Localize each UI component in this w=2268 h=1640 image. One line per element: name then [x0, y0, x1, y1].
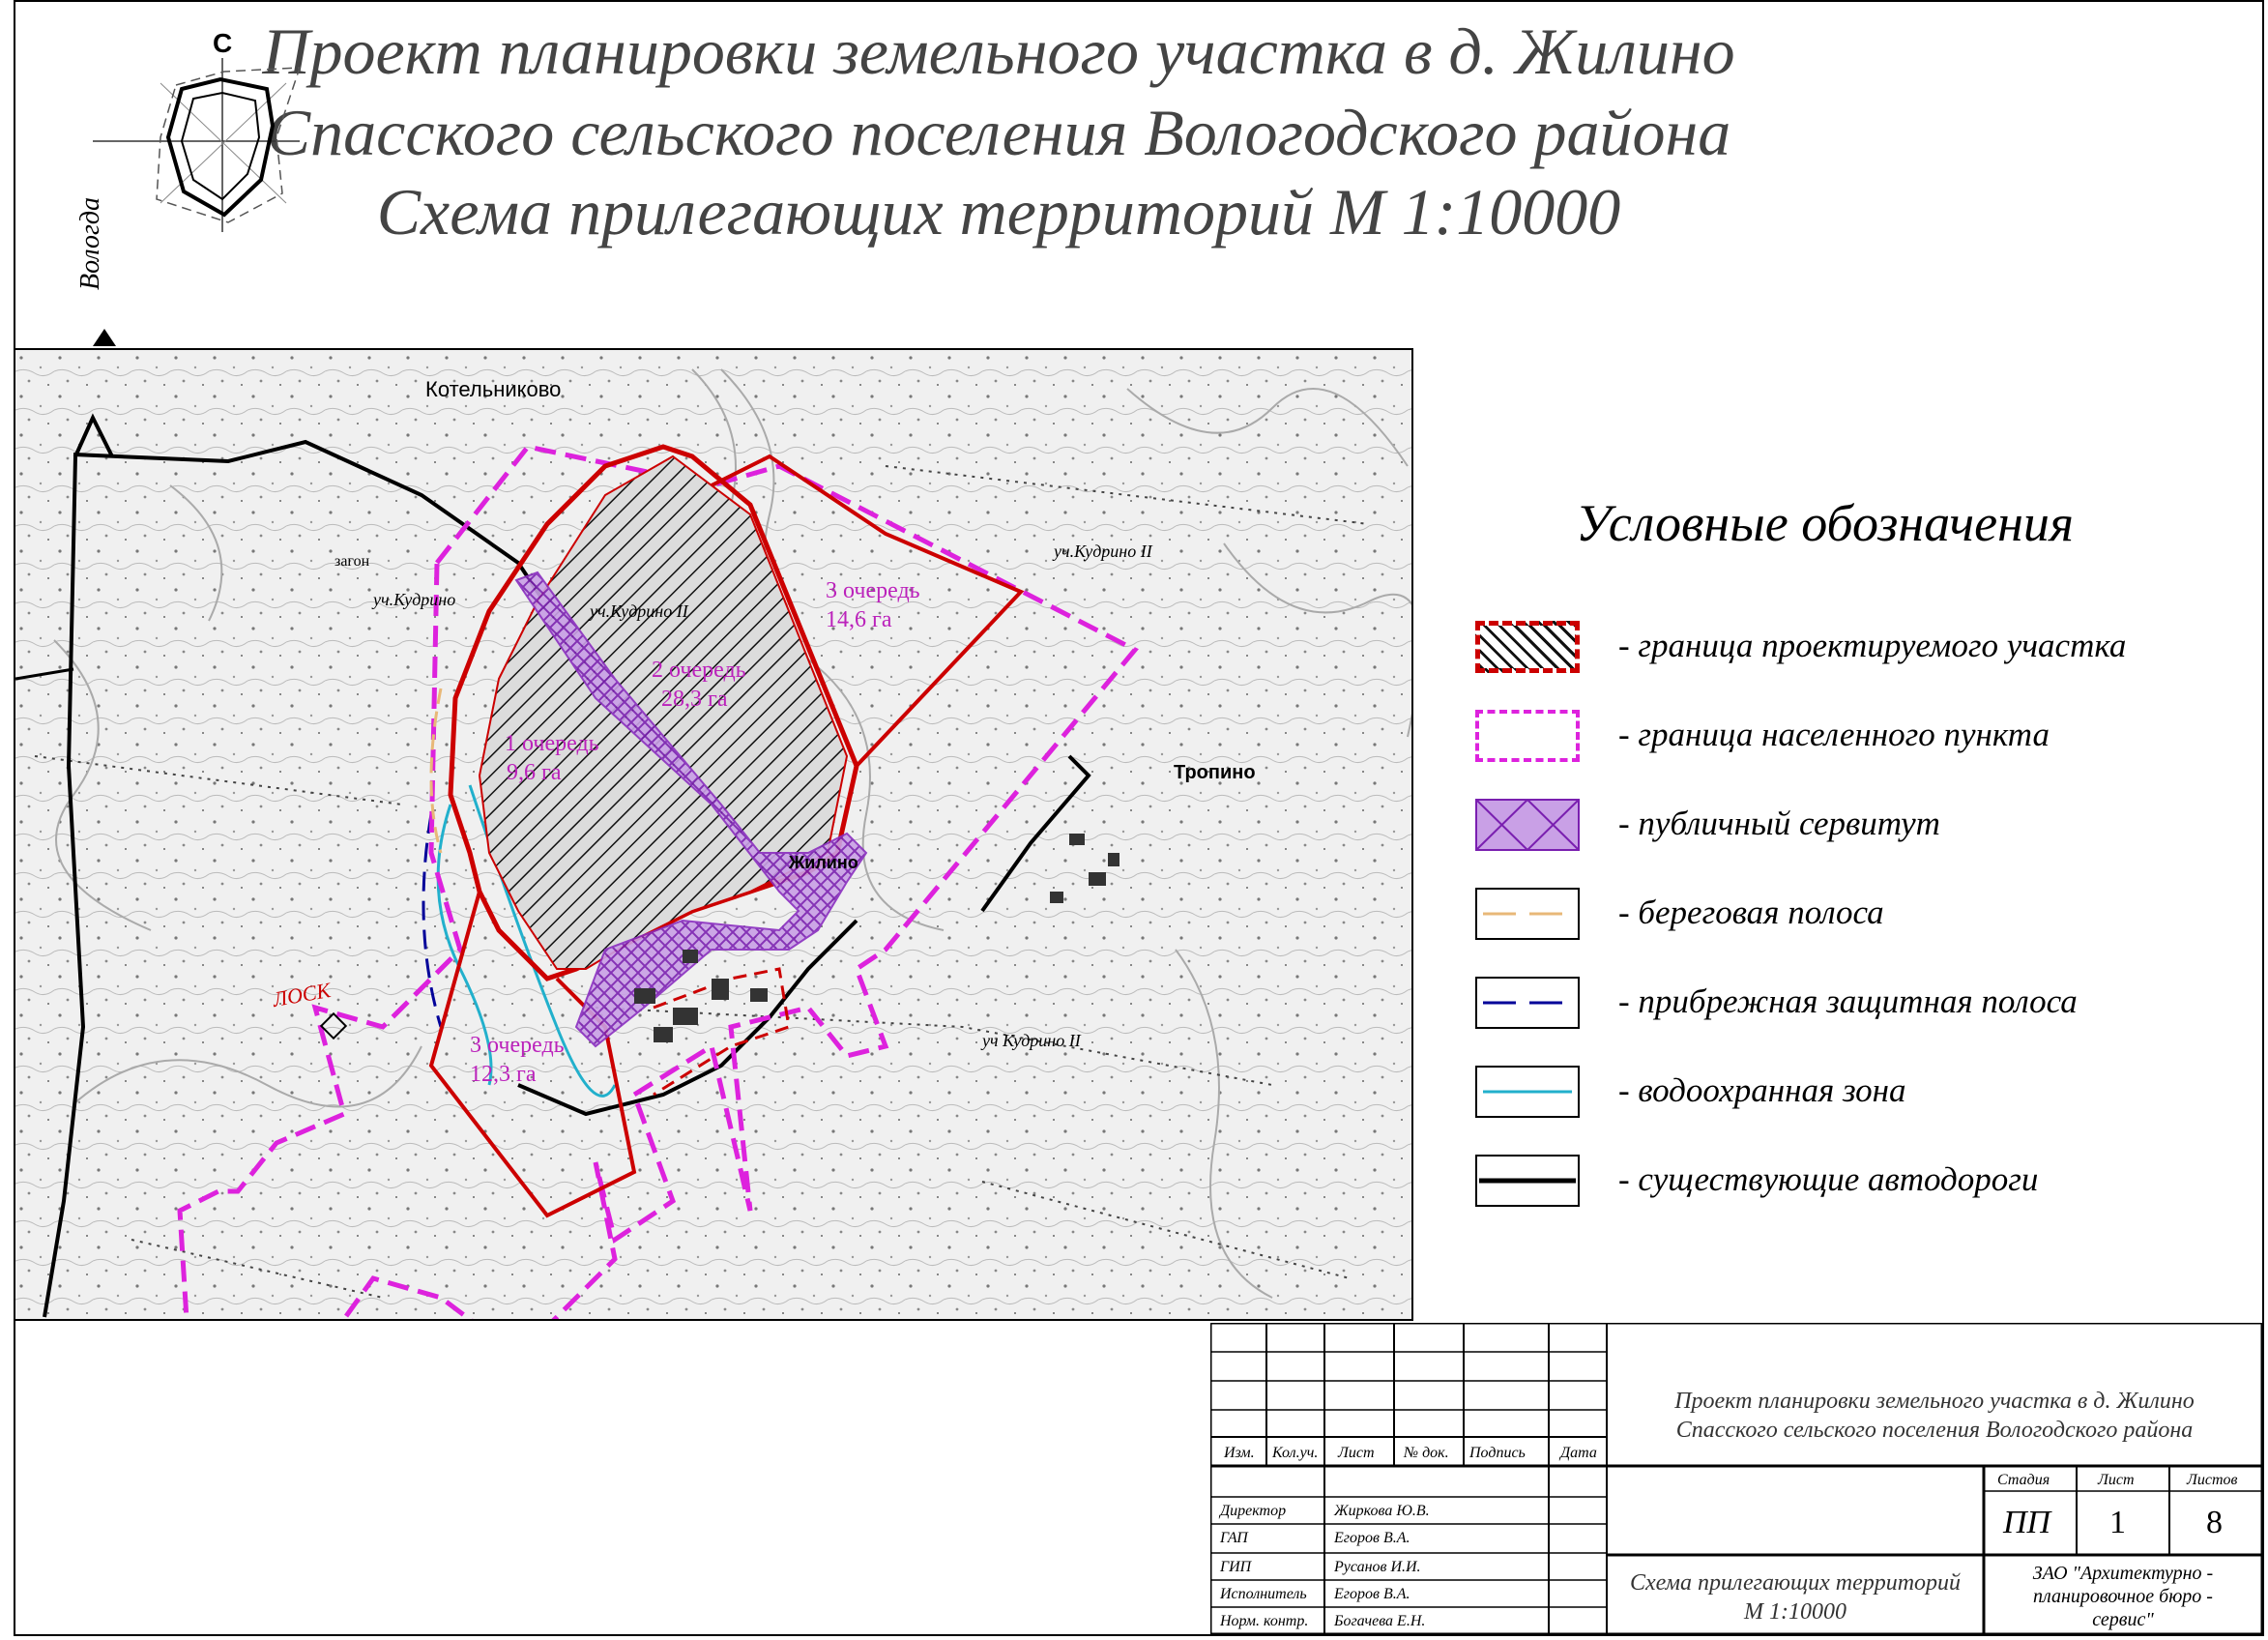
stamp-name-executor: Егоров В.А. [1334, 1586, 1410, 1602]
legend-symbol-project-boundary [1475, 621, 1580, 673]
label-stage3-top-area: 14,6 га [826, 607, 892, 632]
stamp-sheet-value: 1 [2109, 1505, 2126, 1540]
stamp-org-line3: сервис" [2092, 1609, 2154, 1630]
stamp-header-signature: Подпись [1469, 1445, 1526, 1461]
legend-symbol-roads [1475, 1155, 1580, 1207]
stamp-sheet-label: Лист [2098, 1472, 2135, 1488]
stamp-role-gap: ГАП [1220, 1530, 1248, 1546]
legend-symbol-protective-strip [1475, 977, 1580, 1029]
label-stage2: 2 очередь [652, 658, 746, 683]
title-line-2: Спасского сельского поселения Вологодского района [266, 96, 1731, 169]
stamp-sheets-value: 8 [2206, 1505, 2223, 1540]
title-line-1: Проект планировки земельного участка в д. Жилино [262, 15, 1735, 88]
stamp-header-list: Лист [1338, 1445, 1375, 1461]
stamp-stage-label: Стадия [1997, 1472, 2050, 1488]
title-block [1210, 1323, 2264, 1636]
label-stage3-bottom-area: 12,3 га [470, 1062, 537, 1087]
legend-item-roads: - существующие автодороги [1475, 1155, 2249, 1209]
stamp-name-director: Жиркова Ю.В. [1334, 1503, 1430, 1519]
label-kudrino-ii-top: уч.Кудрино II [1054, 542, 1152, 561]
legend-symbol-settlement-boundary [1475, 710, 1580, 762]
legend-item-protective-strip: - прибрежная защитная полоса [1475, 977, 2249, 1031]
map-area [14, 348, 1413, 1321]
stamp-project-line1: Проект планировки земельного участка в д. Жилино [1674, 1389, 2195, 1414]
label-tropino: Тропино [1174, 762, 1256, 783]
legend-item-settlement-boundary: - граница населенного пункта [1475, 710, 2249, 764]
arrow-up-icon [93, 329, 116, 346]
stamp-header-kol: Кол.уч. [1272, 1445, 1319, 1461]
stamp-org-line2: планировочное бюро - [2033, 1586, 2213, 1607]
legend-item-shoreline: - береговая полоса [1475, 888, 2249, 942]
stamp-role-gip: ГИП [1220, 1559, 1252, 1575]
stamp-name-norm-control: Богачева Е.Н. [1334, 1613, 1426, 1629]
compass-north-label: С [213, 29, 233, 58]
label-kotelnikovo: Котельниково [425, 377, 562, 401]
stamp-stage-value: ПП [2003, 1505, 2051, 1540]
label-kudrino-left: уч.Кудрино [373, 590, 456, 609]
stamp-sheet-title-line2: М 1:10000 [1744, 1599, 1846, 1625]
stamp-header-doc: № док. [1404, 1445, 1449, 1461]
stamp-project-line2: Спасского сельского поселения Вологодского района [1675, 1418, 2194, 1443]
label-stage1-area: 9,6 га [507, 760, 562, 785]
label-zhilino: Жилино [789, 853, 858, 872]
legend-item-public-easement: - публичный сервитут [1475, 799, 2249, 853]
label-kudrino-ii-bottom: уч Кудрино II [982, 1031, 1081, 1050]
stamp-org-line1: ЗАО "Архитектурно - [2032, 1563, 2214, 1584]
label-zagon: загон [334, 553, 370, 570]
stamp-header-izm: Изм. [1224, 1445, 1255, 1461]
label-stage1: 1 очередь [505, 731, 599, 756]
title-line-3: Схема прилегающих территорий М 1:10000 [376, 175, 1621, 249]
stamp-name-gap: Егоров В.А. [1334, 1530, 1410, 1546]
stamp-role-norm-control: Норм. контр. [1220, 1613, 1309, 1629]
stamp-role-director: Директор [1220, 1503, 1287, 1519]
wind-rose [93, 29, 305, 232]
legend-item-water-zone: - водоохранная зона [1475, 1066, 2249, 1120]
stamp-name-gip: Русанов И.И. [1334, 1559, 1421, 1575]
stamp-sheets-label: Листов [2187, 1472, 2238, 1488]
label-kos: ЛОСК [271, 977, 333, 1012]
legend-symbol-public-easement [1475, 799, 1580, 851]
label-stage3-top: 3 очередь [826, 578, 920, 603]
label-kudrino-mid: уч.Кудрино II [590, 601, 688, 621]
stamp-header-date: Дата [1560, 1445, 1597, 1461]
stamp-sheet-title-line1: Схема прилегающих территорий [1629, 1570, 1962, 1596]
legend-title: Условные обозначения [1576, 494, 2075, 552]
legend-symbol-water-zone [1475, 1066, 1580, 1118]
legend-item-project-boundary: - граница проектируемого участка [1475, 621, 2249, 675]
direction-vologda: Вологда [75, 196, 105, 290]
legend-symbol-shoreline [1475, 888, 1580, 940]
stamp-role-executor: Исполнитель [1220, 1586, 1307, 1602]
label-stage2-area: 28,3 га [661, 687, 728, 712]
label-stage3-bottom: 3 очередь [470, 1033, 565, 1058]
